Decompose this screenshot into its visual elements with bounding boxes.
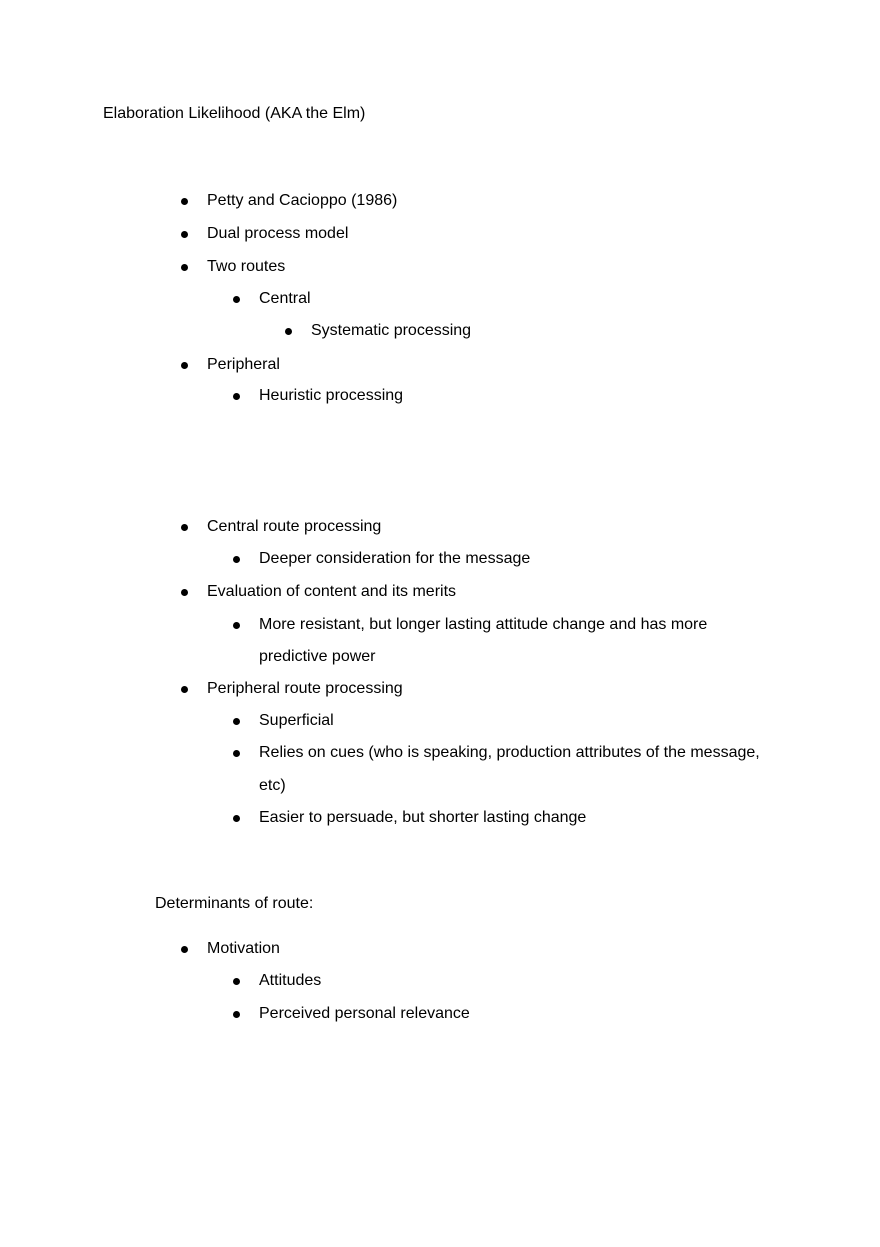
bullet-icon bbox=[181, 524, 188, 531]
bullet-icon bbox=[181, 198, 188, 205]
list-item bbox=[0, 939, 880, 959]
list-item bbox=[0, 582, 880, 602]
list-item-text: Two routes bbox=[207, 258, 286, 275]
list-item-text: Central route processing bbox=[207, 518, 382, 535]
list-item-text: Easier to persuade, but shorter lasting change bbox=[259, 809, 587, 826]
list-item-text: Relies on cues (who is speaking, production attributes of the message, bbox=[259, 744, 760, 761]
bullet-icon bbox=[233, 622, 240, 629]
bullet-icon bbox=[181, 946, 188, 953]
list-item-continuation: predictive power bbox=[259, 648, 376, 665]
list-item-text: Central bbox=[259, 290, 311, 307]
bullet-icon bbox=[233, 1011, 240, 1018]
list-item-continuation: etc) bbox=[259, 777, 286, 794]
list-item-text: Systematic processing bbox=[311, 322, 472, 339]
list-item bbox=[0, 257, 880, 277]
bullet-icon bbox=[233, 750, 240, 757]
bullet-icon bbox=[233, 296, 240, 303]
list-item bbox=[0, 549, 880, 569]
list-item-text: Perceived personal relevance bbox=[259, 1005, 470, 1022]
bullet-icon bbox=[181, 264, 188, 271]
list-item bbox=[0, 386, 880, 406]
bullet-icon bbox=[181, 231, 188, 238]
list-item-text: Attitudes bbox=[259, 972, 322, 989]
bullet-icon bbox=[233, 556, 240, 563]
list-item bbox=[0, 289, 880, 309]
list-item bbox=[0, 743, 880, 763]
list-item bbox=[0, 1004, 880, 1024]
list-item-text: Peripheral bbox=[207, 356, 280, 373]
bullet-icon bbox=[233, 815, 240, 822]
bullet-icon bbox=[233, 393, 240, 400]
list-item bbox=[0, 679, 880, 699]
list-item-text: Petty and Cacioppo (1986) bbox=[207, 192, 398, 209]
list-item-text: More resistant, but longer lasting attitude change and has more bbox=[259, 616, 708, 633]
list-item-text: Evaluation of content and its merits bbox=[207, 583, 457, 600]
list-item bbox=[0, 711, 880, 731]
document-title: Elaboration Likelihood (AKA the Elm) bbox=[103, 105, 366, 122]
list-item-text: Motivation bbox=[207, 940, 280, 957]
list-item bbox=[0, 971, 880, 991]
list-item bbox=[0, 191, 880, 211]
bullet-icon bbox=[181, 362, 188, 369]
list-item-text: Heuristic processing bbox=[259, 387, 404, 404]
list-item-text: Deeper consideration for the message bbox=[259, 550, 531, 567]
section-heading: Determinants of route: bbox=[155, 895, 314, 912]
list-item-text: Dual process model bbox=[207, 225, 349, 242]
list-item-text: Superficial bbox=[259, 712, 334, 729]
bullet-icon bbox=[233, 978, 240, 985]
list-item bbox=[0, 615, 880, 635]
bullet-icon bbox=[233, 718, 240, 725]
list-item bbox=[0, 517, 880, 537]
bullet-icon bbox=[181, 589, 188, 596]
bullet-icon bbox=[181, 686, 188, 693]
list-item bbox=[0, 224, 880, 244]
list-item-text: Peripheral route processing bbox=[207, 680, 403, 697]
list-item bbox=[0, 321, 880, 341]
list-item bbox=[0, 808, 880, 828]
bullet-icon bbox=[285, 328, 292, 335]
list-item bbox=[0, 355, 880, 375]
